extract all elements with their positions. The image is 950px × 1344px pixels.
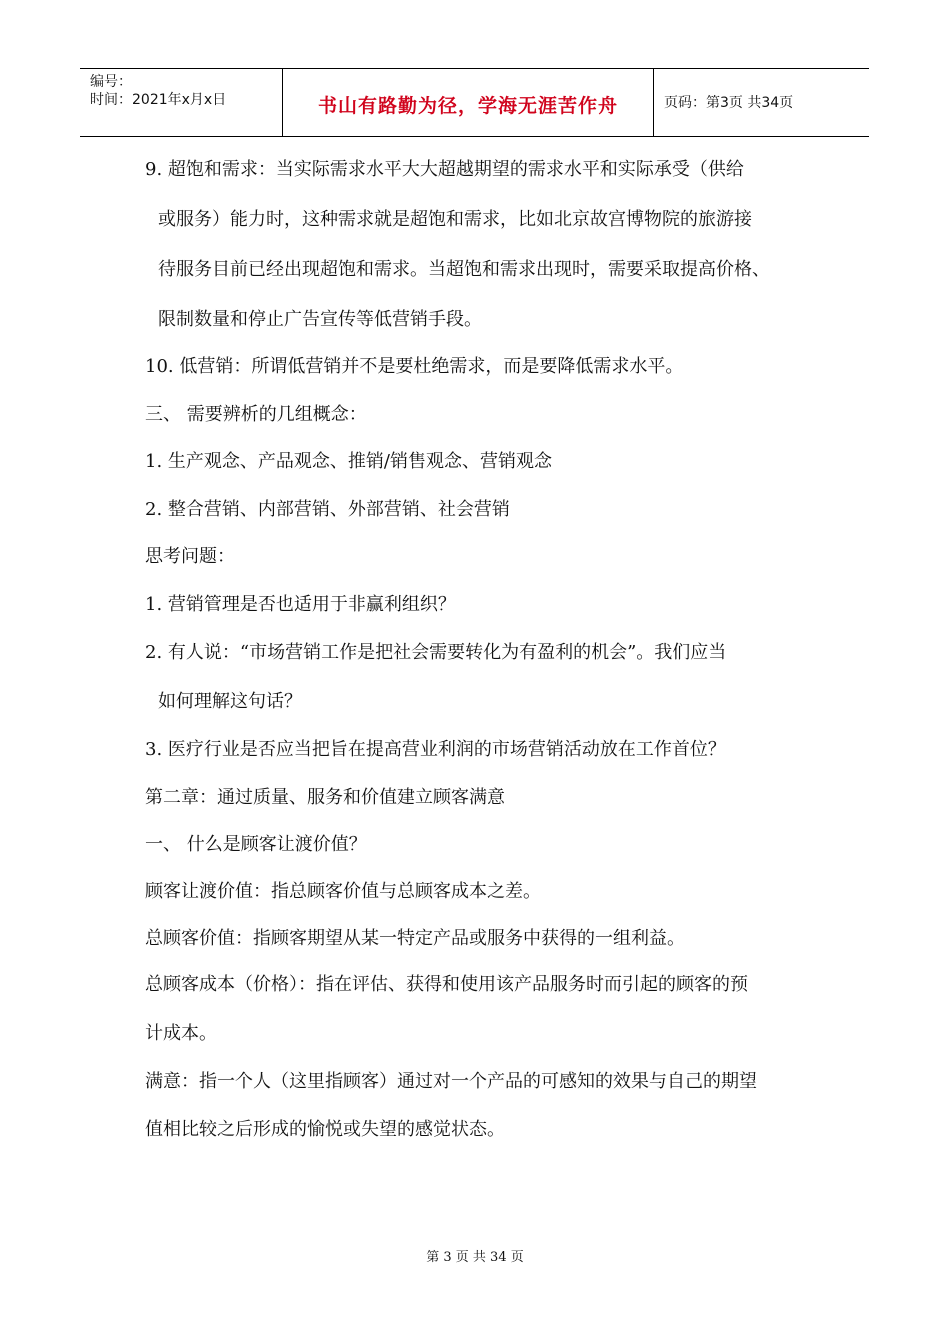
- header-motto-cell: [282, 69, 654, 136]
- section-heading: 一、 什么是顾客让渡价值？: [145, 834, 367, 855]
- header-info-cell: [80, 69, 282, 136]
- body-line: 9. 超饱和需求：当实际需求水平大大超越期望的需求水平和实际承受（供给: [145, 159, 744, 180]
- body-line: 限制数量和停止广告宣传等低营销手段。: [158, 309, 482, 330]
- page-header: [80, 68, 869, 137]
- body-line: 满意：指一个人（这里指顾客）通过对一个产品的可感知的效果与自己的期望: [145, 1071, 757, 1092]
- header-motto: 书山有路勤为径，学海无涯苦作舟: [317, 95, 618, 117]
- body-line: 顾客让渡价值：指总顾客价值与总顾客成本之差。: [145, 881, 541, 902]
- body-line: 或服务）能力时，这种需求就是超饱和需求，比如北京故宫博物院的旅游接: [158, 209, 752, 230]
- body-line: 1. 生产观念、产品观念、推销/销售观念、营销观念: [145, 451, 552, 472]
- body-line: 思考问题：: [145, 546, 235, 567]
- chapter-heading: 第二章：通过质量、服务和价值建立顾客满意: [145, 787, 505, 808]
- body-line: 总顾客价值：指顾客期望从某一特定产品或服务中获得的一组利益。: [145, 928, 685, 949]
- body-line: 2. 有人说：“市场营销工作是把社会需要转化为有盈利的机会”。我们应当: [145, 642, 727, 663]
- body-line: 如何理解这句话？: [158, 691, 302, 712]
- document-time-label: 时间：2021年x月x日: [90, 92, 227, 108]
- section-heading: 三、 需要辨析的几组概念：: [145, 404, 367, 425]
- body-line: 2. 整合营销、内部营销、外部营销、社会营销: [145, 499, 510, 520]
- header-page-number: 页码：第3页 共34页: [664, 95, 794, 111]
- body-line: 待服务目前已经出现超饱和需求。当超饱和需求出现时，需要采取提高价格、: [158, 259, 770, 280]
- body-line: 3. 医疗行业是否应当把旨在提高营业利润的市场营销活动放在工作首位？: [145, 739, 726, 760]
- body-line: 1. 营销管理是否也适用于非赢利组织？: [145, 594, 456, 615]
- body-line: 值相比较之后形成的愉悦或失望的感觉状态。: [145, 1119, 505, 1140]
- page-footer: 第 3 页 共 34 页: [426, 1250, 524, 1265]
- body-line: 10. 低营销：所谓低营销并不是要杜绝需求，而是要降低需求水平。: [145, 356, 684, 377]
- body-line: 计成本。: [145, 1023, 217, 1044]
- document-number-label: 编号：: [90, 74, 132, 90]
- header-page-cell: [654, 69, 869, 136]
- body-line: 总顾客成本（价格）：指在评估、获得和使用该产品服务时而引起的顾客的预: [145, 974, 748, 995]
